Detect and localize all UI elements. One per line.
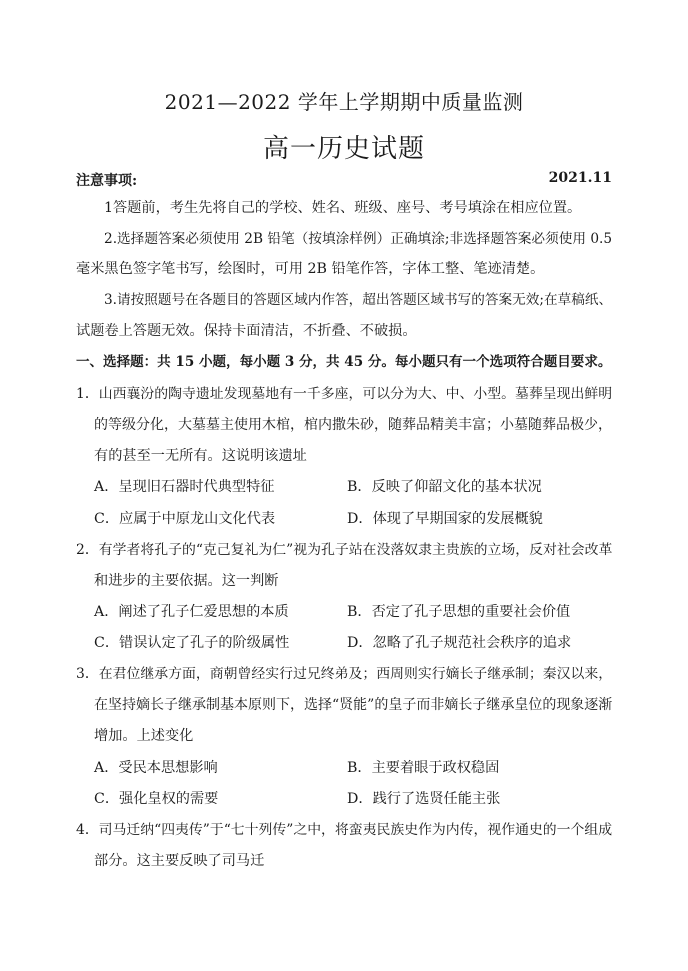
option-a: A．受民本思想影响 [94, 760, 218, 776]
notice-row [76, 170, 612, 190]
option-d: D．忽略了孔子规范社会秩序的追求 [347, 635, 572, 651]
option-b: B．主要着眼于政权稳固 [347, 760, 500, 776]
question-line: 4．司马迁纳“四夷传”于“七十列传”之中，将蛮夷民族史作为内传，视作通史的一个组成 [76, 822, 613, 838]
option-d: D．体现了早期国家的发展概貌 [347, 511, 543, 527]
option-c: C．应属于中原龙山文化代表 [94, 511, 276, 527]
question-line: 和进步的主要依据。这一判断 [94, 573, 279, 589]
question-line: 2．有学者将孔子的“克己复礼为仁”视为孔子站在没落奴隶主贵族的立场，反对社会改革 [76, 542, 613, 558]
instruction-line: 1答题前，考生先将自己的学校、姓名、班级、座号、考号填涂在相应位置。 [104, 200, 582, 216]
exam-date: 2021.11 [548, 170, 612, 186]
option-a: A．呈现旧石器时代典型特征 [94, 479, 275, 495]
question-line: 增加。上述变化 [94, 728, 194, 744]
question-line: 3．在君位继承方面，商朝曾经实行过兄终弟及；西周则实行嫡长子继承制；秦汉以来， [76, 666, 613, 682]
option-d: D．践行了选贤任能主张 [347, 791, 501, 807]
option-a: A．阐述了孔子仁爱思想的本质 [94, 604, 289, 620]
exam-title: 2021—2022 学年上学期期中质量监测 [164, 90, 524, 114]
option-b: B．否定了孔子思想的重要社会价值 [347, 604, 571, 620]
instruction-line: 毫米黑色签字笔书写，绘图时，可用 2B 铅笔作答，字体工整、笔迹清楚。 [76, 261, 545, 277]
question-line: 的等级分化，大墓墓主使用木棺，棺内撒朱砂，随葬品精美丰富；小墓随葬品极少， [94, 417, 612, 433]
instruction-line: 试题卷上答题无效。保持卡面清洁，不折叠、不破损。 [76, 323, 417, 339]
option-c: C．强化皇权的需要 [94, 791, 219, 807]
exam-subtitle: 高一历史试题 [262, 134, 425, 164]
instruction-line: 3.请按照题号在各题目的答题区域内作答，超出答题区域书写的答案无效;在草稿纸、 [104, 292, 613, 308]
question-line: 有的甚至一无所有。这说明该遗址 [94, 448, 307, 464]
option-b: B．反映了仰韶文化的基本状况 [347, 479, 542, 495]
section-heading: 一、选择题：共 15 小题，每小题 3 分，共 45 分。每小题只有一个选项符合题目要求。 [76, 354, 612, 370]
notice-label: 注意事项: [76, 173, 138, 189]
instruction-line: 2.选择题答案必须使用 2B 铅笔（按填涂样例）正确填涂;非选择题答案必须使用 0.5 [104, 231, 613, 247]
question-line: 在坚持嫡长子继承制基本原则下，选择“贤能”的皇子而非嫡长子继承皇位的现象逐渐 [94, 697, 613, 713]
option-c: C．错误认定了孔子的阶级属性 [94, 635, 290, 651]
question-line: 1．山西襄汾的陶寺遗址发现墓地有一千多座，可以分为大、中、小型。墓葬呈现出鲜明 [76, 386, 613, 402]
question-line: 部分。这主要反映了司马迁 [94, 853, 265, 869]
